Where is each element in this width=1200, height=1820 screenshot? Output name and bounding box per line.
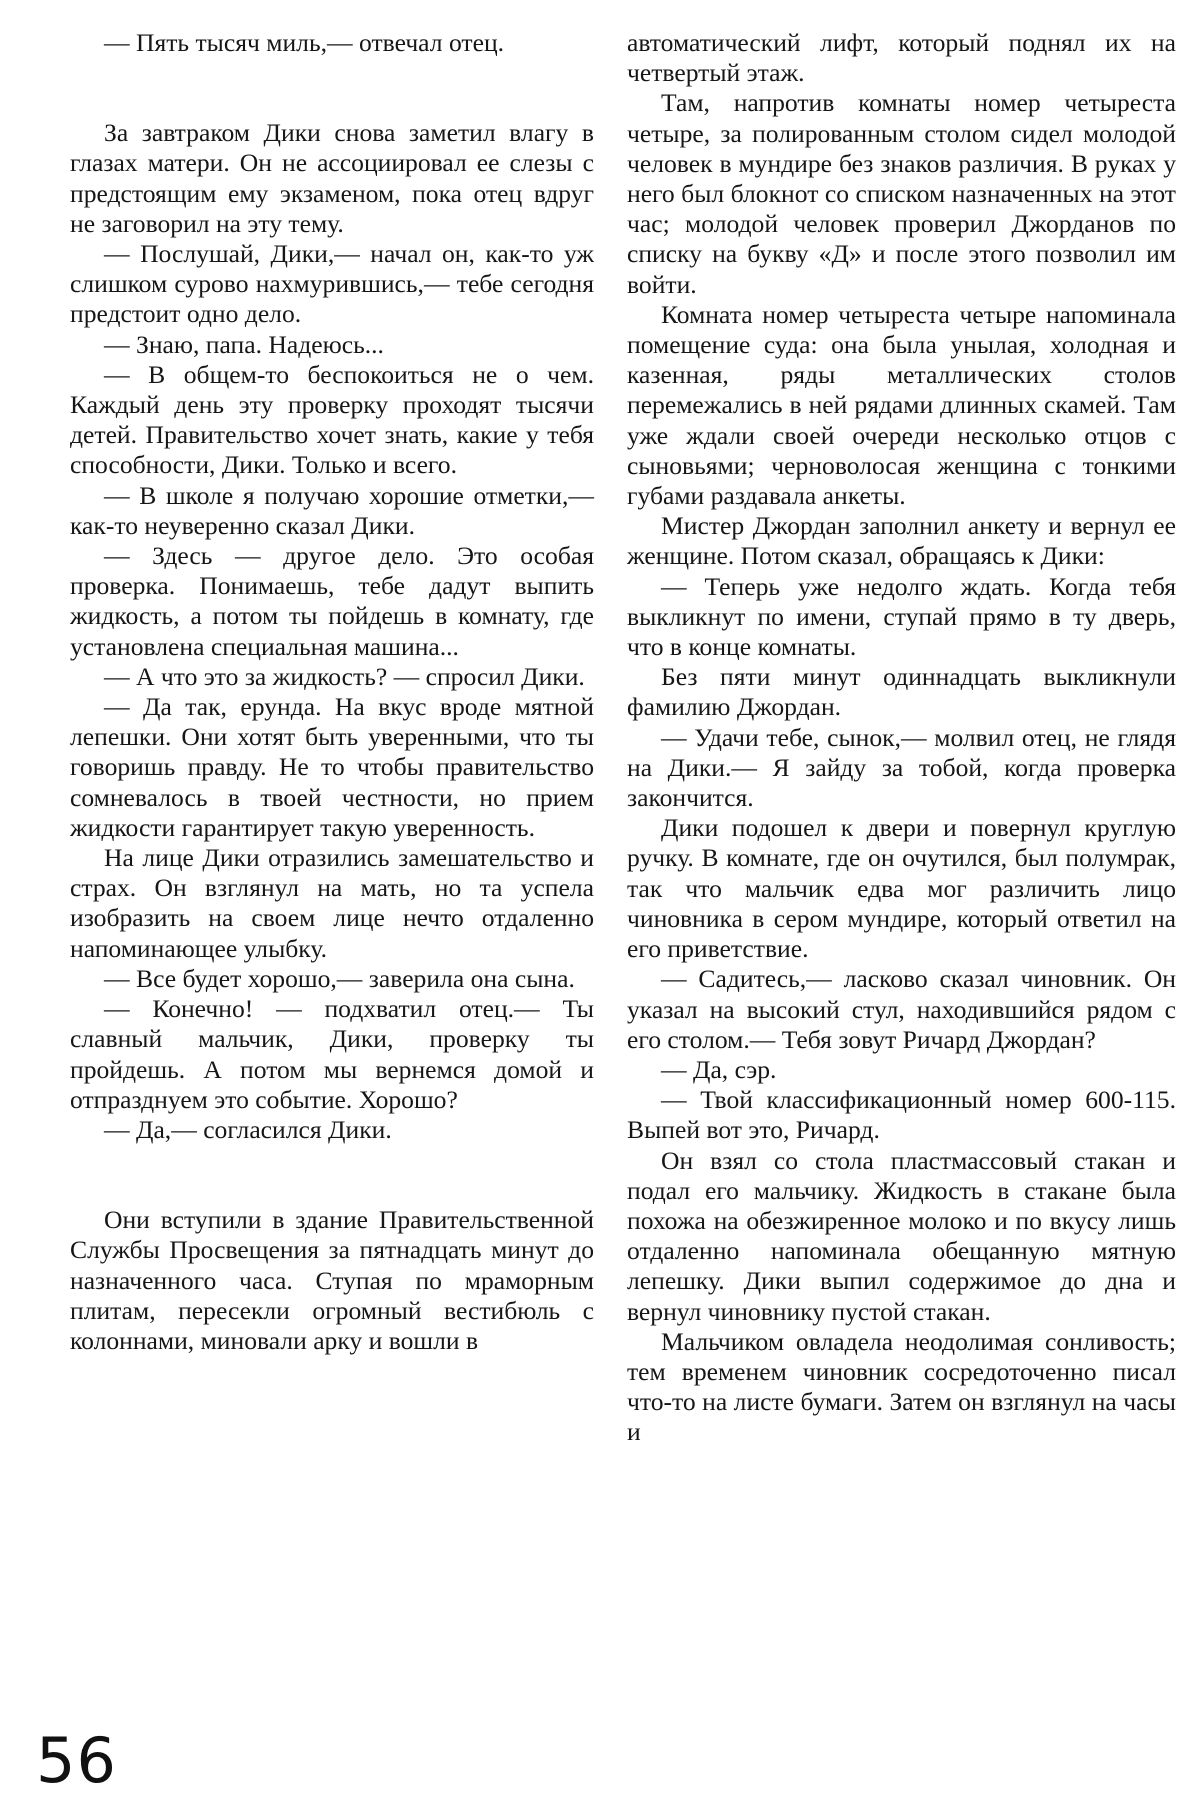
paragraph: — Твой классификационный номер 600-115. Выпей вот это, Ричард. xyxy=(627,1085,1176,1145)
paragraph: — В школе я получаю хорошие отметки,— как-то неуверенно сказал Дики. xyxy=(70,480,594,540)
paragraph: — Пять тысяч миль,— отвечал отец. xyxy=(104,28,505,57)
paragraph: — А что это за жидкость? — спросил Дики. xyxy=(104,661,585,691)
paragraph: Комната номер четыреста четыре напоминала помещение суда: она была унылая, холодная и казенная, ряды металлических столов перемежались в ней рядами длинных скамей. Там уже ждали своей очереди несколько отцов с сыновьями; черноволосая женщина с тонкими губами раздавала анкеты. xyxy=(627,299,1176,511)
paragraph: — Здесь — другое дело. Это особая проверка. Понимаешь, тебе дадут выпить жидкость, а потом ты пойдешь в комнату, где установлена специальная машина... xyxy=(70,541,594,661)
paragraph: автоматический лифт, который поднял их на четвертый этаж. xyxy=(627,28,1176,88)
right-text-column xyxy=(627,28,1176,1448)
paragraph: Мальчиком овладела неодолимая сонливость; тем временем чиновник сосредоточенно писал что-то на листе бумаги. Затем он взглянул на часы и xyxy=(627,1326,1176,1447)
left-text-column xyxy=(70,28,594,1356)
page-number: 56 xyxy=(36,1724,117,1797)
paragraph: За завтраком Дики снова заметил влагу в глазах матери. Он не ассоциировал ее слезы с предстоящим ему экзаменом, пока отец вдруг не заговорил на эту тему. xyxy=(70,118,594,238)
paragraph: Мистер Джордан заполнил анкету и вернул ее женщине. Потом сказал, обращаясь к Дики: xyxy=(627,511,1176,571)
paragraph: Там, напротив комнаты номер четыреста четыре, за полированным столом сидел молодой человек в мундире без знаков различия. В руках у него был блокнот со списком назначенных на этот час; молодой человек проверил Джорданов по списку на букву «Д» и после этого позволил им войти. xyxy=(627,88,1176,299)
paragraph: На лице Дики отразились замешательство и страх. Он взглянул на мать, но та успела изобразить на своем лице нечто отдаленно напоминающее улыбку. xyxy=(70,843,594,963)
paragraph: — Да,— согласился Дики. xyxy=(104,1114,392,1144)
paragraph: Без пяти минут одиннадцать выкликнули фамилию Джордан. xyxy=(627,662,1176,722)
paragraph: — Да так, ерунда. На вкус вроде мятной лепешки. Они хотят быть уверенными, что ты говоришь правду. Не то чтобы правительство сомневалось в твоей честности, но прием жидкости гарантирует такую уверенность. xyxy=(70,692,594,842)
paragraph: Они вступили в здание Правительственной Службы Просвещения за пятнадцать минут до назначенного часа. Ступая по мраморным плитам, пересекли огромный вестибюль с колоннами, миновали арку и вошли в xyxy=(70,1205,594,1355)
paragraph: — В общем-то беспокоиться не о чем. Каждый день эту проверку проходят тысячи детей. Правительство хочет знать, какие у тебя способности, Дики. Только и всего. xyxy=(70,359,594,480)
paragraph: — Знаю, папа. Надеюсь... xyxy=(104,329,384,359)
paragraph: — Теперь уже недолго ждать. Когда тебя выкликнут по имени, ступай прямо в ту дверь, что в конце комнаты. xyxy=(627,571,1176,662)
paragraph: Он взял со стола пластмассовый стакан и подал его мальчику. Жидкость в стакане была похожа на обезжиренное молоко и по вкусу лишь отдаленно напоминала обещанную мятную лепешку. Дики выпил содержимое до дна и вернул чиновнику пустой стакан. xyxy=(627,1145,1176,1326)
paragraph: — Садитесь,— ласково сказал чиновник. Он указал на высокий стул, находившийся рядом с его столом.— Тебя зовут Ричард Джордан? xyxy=(627,964,1176,1054)
paragraph: — Да, сэр. xyxy=(661,1054,777,1084)
paragraph: — Удачи тебе, сынок,— молвил отец, не глядя на Дики.— Я зайду за тобой, когда проверка закончится. xyxy=(627,722,1176,813)
paragraph: — Послушай, Дики,— начал он, как-то уж слишком сурово нахмурившись,— тебе сегодня предстоит одно дело. xyxy=(70,239,594,329)
paragraph: Дики подошел к двери и повернул круглую ручку. В комнате, где он очутился, был полумрак, так что мальчик едва мог различить лицо чиновника в сером мундире, который ответил на его приветствие. xyxy=(627,813,1176,964)
paragraph: — Конечно! — подхватил отец.— Ты славный мальчик, Дики, проверку ты пройдешь. А потом мы вернемся домой и отпразднуем это событие. Хорошо? xyxy=(70,994,594,1114)
paragraph: — Все будет хорошо,— заверила она сына. xyxy=(104,963,575,993)
